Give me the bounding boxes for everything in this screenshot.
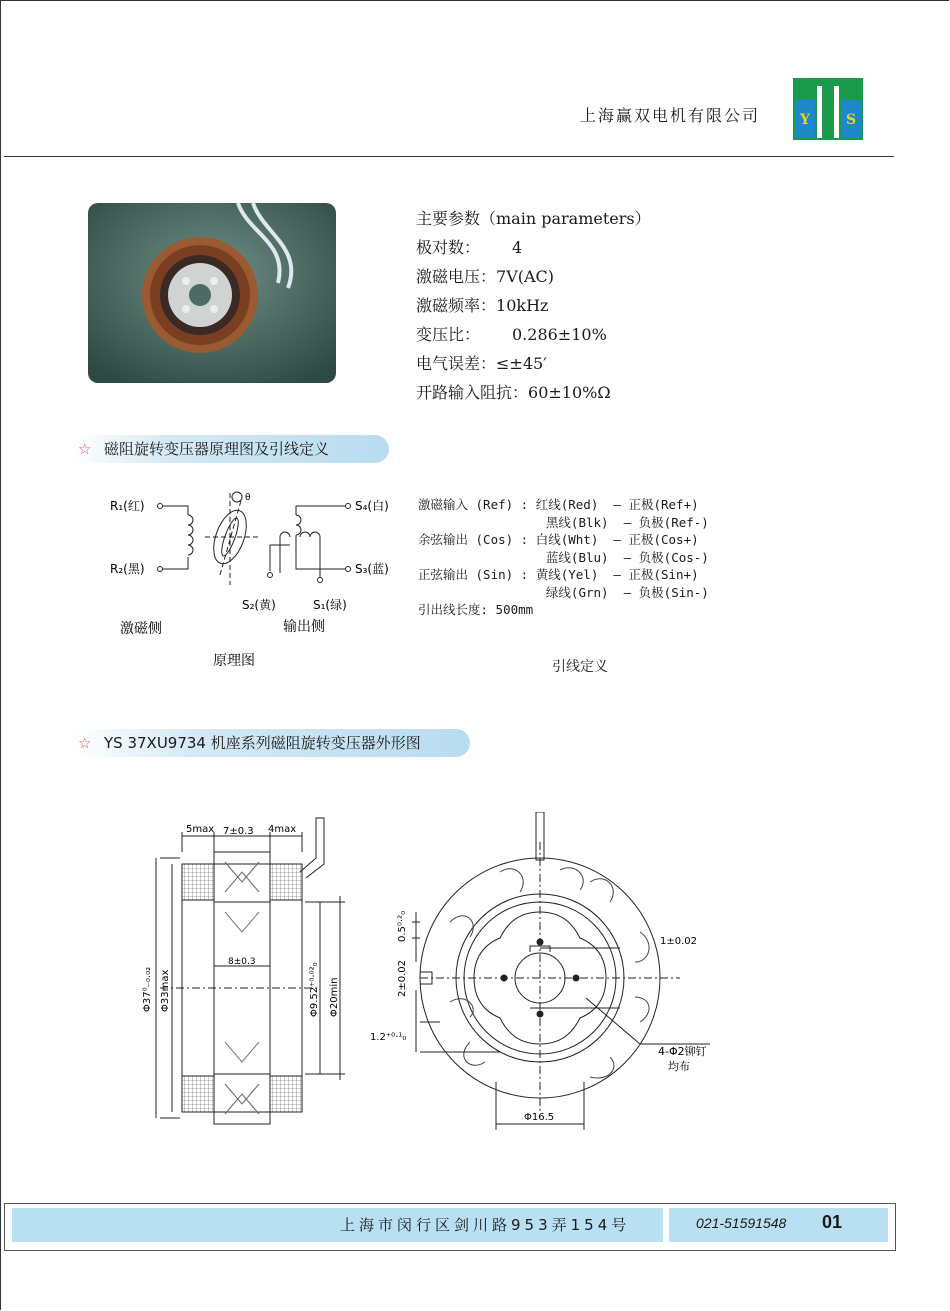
param-label: 极对数： [416,238,481,257]
label-r1: R₁(红) [110,499,145,513]
dim-1: 1±0.02 [660,936,698,947]
lead-line: 蓝线(Blu) — 负极(Cos-) [418,549,709,565]
parameters-block [416,204,651,407]
schematic-diagram [100,485,410,685]
label-s3: S₃(蓝) [355,562,389,576]
company-logo [793,78,863,140]
dim-4max: 4max [268,824,297,835]
footer-phone: 021-51591548 [696,1215,787,1231]
dim-7: 7±0.3 [223,826,254,837]
company-name: 上海赢双电机有限公司 [580,106,761,125]
param-value: 10kHz [496,296,549,315]
param-label: 激磁频率： [416,296,497,315]
section-title-text: YS 37XU9734 机座系列磁阻旋转变压器外形图 [104,734,421,752]
param-row [416,378,651,407]
lead-definitions [418,496,709,619]
header-divider [4,156,894,157]
lead-line: 激磁输入 (Ref) : 红线(Red) — 正极(Ref+) [418,497,699,512]
param-value: 0.286±10% [512,325,607,344]
dim-12: 1.2⁺⁰·¹₀ [370,1032,407,1043]
footer-address: 上海市闵行区剑川路953弄154号 [340,1216,631,1234]
lead-line: 引出线长度: 500mm [418,602,534,617]
page-number: 01 [822,1212,843,1232]
schematic-caption: 原理图 [213,653,255,669]
product-photo [88,203,336,383]
param-value: 60±10%Ω [528,383,611,402]
footer-separator [663,1208,669,1242]
label-output-side: 输出侧 [283,619,325,635]
param-label: 变压比： [416,325,481,344]
lead-line: 绿线(Grn) — 负极(Sin-) [418,584,709,600]
dim-20min: Φ20min [329,977,340,1017]
label-s1: S₁(绿) [313,598,347,612]
lead-line: 余弦输出 (Cos) : 白线(Wht) — 正极(Cos+) [418,532,699,547]
label-r2: R₂(黑) [110,562,145,576]
param-value: 7V(AC) [496,267,555,286]
dim-5max: 5max [186,824,215,835]
section-title-outline [74,729,470,757]
label-s4: S₄(白) [355,499,389,513]
param-row [416,349,651,378]
dim-2: 2±0.02 [397,959,408,997]
lead-line: 黑线(Blk) — 负极(Ref-) [418,514,709,530]
dim-even: 均布 [668,1060,690,1073]
star-icon: ☆ [78,440,92,458]
param-row [416,291,651,320]
param-row [416,233,651,262]
param-label: 激磁电压： [416,267,497,286]
dim-8: 8±0.3 [228,957,256,967]
dim-165: Φ16.5 [524,1112,555,1123]
dim-33: Φ33max [160,969,171,1012]
param-value: ≤±45′ [496,354,547,373]
dim-952: Φ9.52⁺⁰·⁰²₀ [309,962,320,1017]
param-label: 电气误差： [416,354,497,373]
param-row [416,320,651,349]
label-theta: θ [245,493,251,503]
label-excite-side: 激磁侧 [120,621,162,637]
section-title-schematic [74,435,389,463]
parameters-title: 主要参数（main parameters） [416,209,651,228]
dim-37: Φ37⁰₋₀.₀₂ [142,966,153,1012]
lead-line: 正弦输出 (Sin) : 黄线(Yel) — 正极(Sin+) [418,567,699,582]
logo-letter-y: Y [800,112,810,128]
param-row [416,262,651,291]
label-s2: S₂(黄) [242,598,276,612]
lead-caption: 引线定义 [552,659,608,675]
section-title-text: 磁阻旋转变压器原理图及引线定义 [104,440,330,458]
param-value: 4 [512,238,523,257]
star-icon: ☆ [78,734,92,752]
logo-letter-s: S [845,112,857,128]
param-label: 开路输入阻抗： [416,383,529,402]
outline-drawing [120,812,740,1142]
dim-rivet: 4-Φ2铆钉 [658,1045,707,1058]
dim-05: 0.5⁰·²₀ [397,910,408,942]
